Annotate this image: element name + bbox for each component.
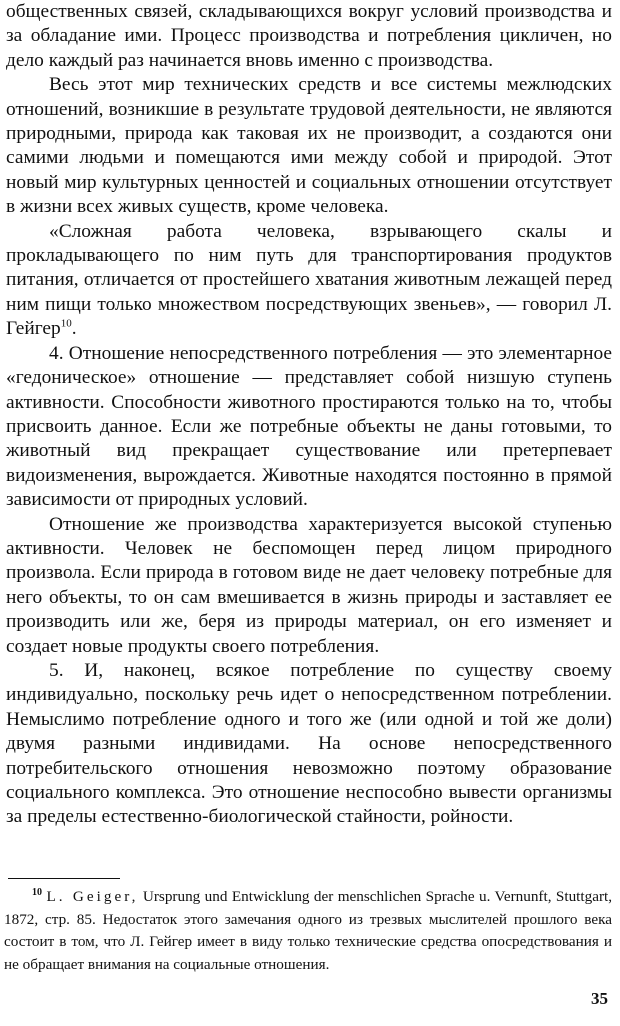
main-text [6, 0, 612, 830]
footnote-text: Ursprung und Entwicklung der menschlichen Sprache u. Vernunft, Stuttgart, 1872, стр. 85. Недостаток этого замечания одного из трезвых мыслителей прошлого века состоит в том, что Л. Гейгер имеет в виду только технические средства опосредствования и не обращает внимания на социальные отношения. [4, 888, 613, 973]
footnote [4, 886, 612, 976]
page-number: 35 [591, 989, 608, 1008]
paragraph-continuation: общественных связей, складывающихся вокруг условий производства и за обладание ими. Процесс производства и потребления цикличен, но дело каждый раз начинается вновь именно с производства. [6, 1, 612, 71]
paragraph-production-relation: Отношение же производства характеризуется высокой ступенью активности. Человек не беспомощен перед лицом природного произвола. Если природа в готовом виде не дает человеку потребные для него объекты, то он сам вмешивается в жизнь природы и заставляет ее производить или же, беря из природы материал, он его изменяет и создает новые продукты своего потребления. [6, 513, 612, 657]
paragraph-technical-means: Весь этот мир технических средств и все системы межлюдских отношений, возникшие в результате трудовой деятельности, не являются природными, природа как таковая их не производит, а создаются они самими людьми и помещаются ими между собой и природой. Этот новый мир культурных ценностей и социальных отношении отсутствует в жизни всех живых существ, кроме человека. [6, 74, 612, 218]
footnote-number: 10 [32, 886, 42, 898]
paragraph-point-4: 4. Отношение непосредственного потребления — это элементарное «гедоническое» отношение — представляет собой низшую ступень активности. Способности животного простираются только на то, чтобы присвоить данное. Если же потребные объекты не даны готовыми, то животный вид прекращает существование или претерпевает видоизменения, вырождается. Животные находятся постоянно в прямой зависимости от природных условий. [6, 342, 612, 511]
footnote-author: L. Geiger, [46, 888, 139, 905]
quote-text: «Сложная работа человека, взрывающего скалы и прокладывающего по ним путь для транспортирования продуктов питания, отличается от простейшего хватания животным лежащей перед ним пищи только множеством посредствующих звеньев», — говорил Л. Гейгер [6, 220, 612, 340]
footnote-divider [8, 878, 120, 879]
paragraph-geiger-quote: «Сложная работа человека, взрывающего скалы и прокладывающего по ним путь для транспортирования продуктов питания, отличается от простейшего хватания животным лежащей перед ним пищи только множеством посредствующих звеньев», — говорил Л. Гейгер$^{10}$. [6, 220, 612, 340]
paragraph-point-5: 5. И, наконец, всякое потребление по существу своему индивидуально, поскольку речь идет о непосредственном потреблении. Немыслимо потребление одного и того же (или одной и той же доли) двумя разными индивидами. На основе непосредственного потребительского отношения невозможно поэтому образование социального комплекса. Это отношение неспособно вывести организмы за пределы естественно-биологической стайности, ройности. [6, 659, 612, 828]
footnote-paragraph [4, 886, 612, 976]
footnote-reference[interactable]: 10 [60, 317, 72, 330]
